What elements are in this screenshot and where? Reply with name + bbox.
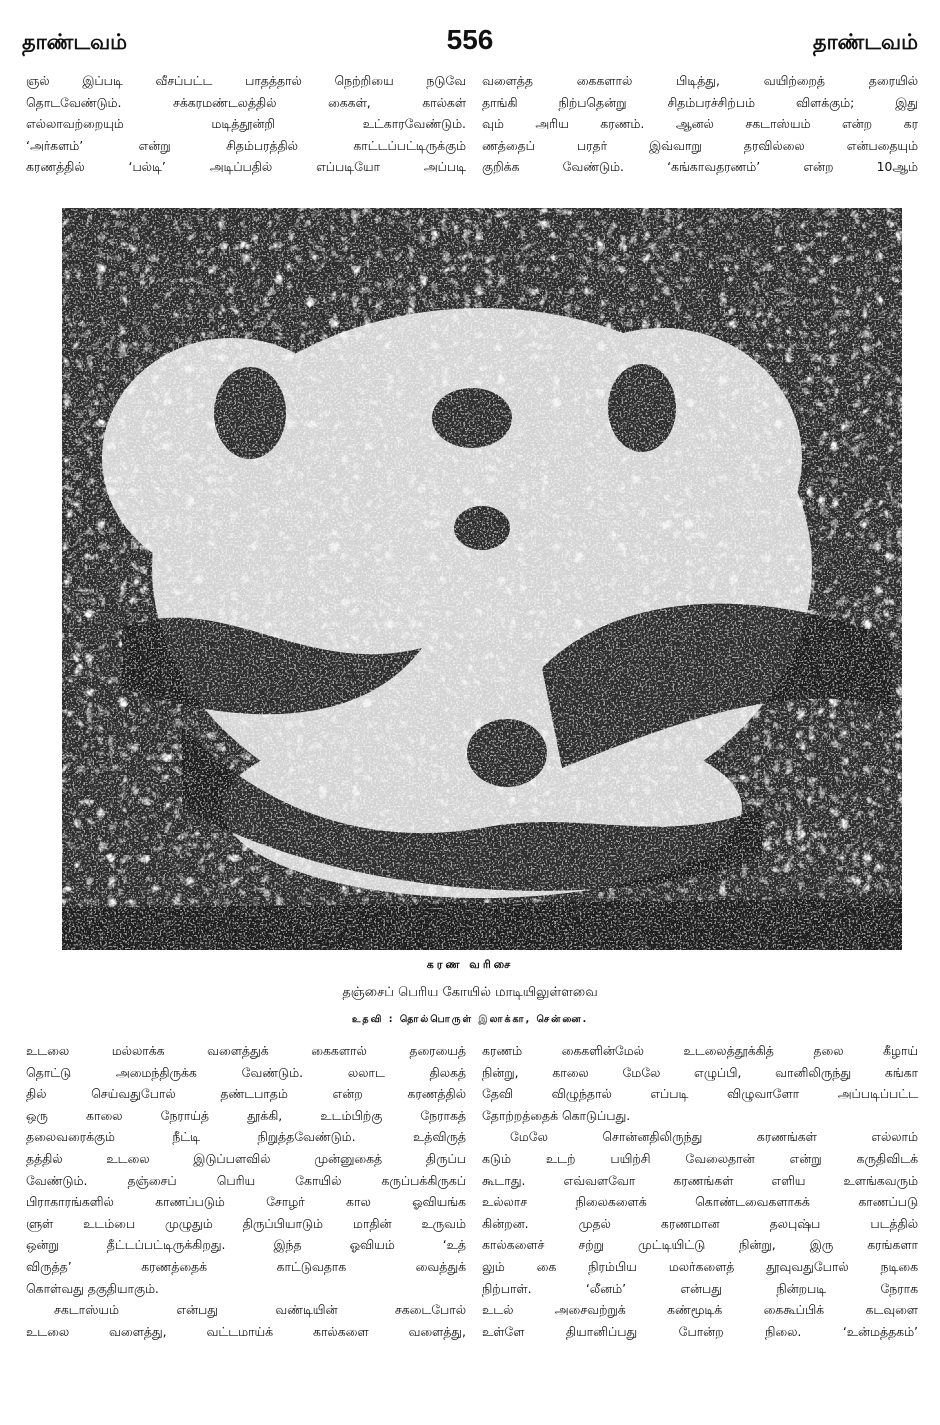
text-line: ‘அர்களம்’ என்று சிதம்பரத்தில் காட்டப்பட்டிருக்கும் [26,137,466,153]
text-line: கரணத்தில் ‘பல்டி’ அடிப்பதில் எப்படியோ அப்படி [26,159,466,175]
text-line: உள்ளே தியானிப்பது போன்ற நிலை. ‘உன்மத்தகம்’ [482,1323,918,1339]
text-line: வேண்டும். தஞ்சைப் பெரிய கோயில் கருப்பக்கிருகப் [26,1172,466,1188]
figure-credit: உதவி : தொல்பொருள் இலாக்கா, சென்னை. [351,1014,589,1025]
sculpture-relief-image [62,208,902,950]
header-right-title: தாண்டவம் [812,30,918,54]
text-line: ஒன்று தீட்டப்பட்டிருக்கிறது. இந்த ஓவியம் ‘உத் [26,1237,466,1253]
bottom-right-paragraph-2 [482,1148,918,1342]
text-line: எல்லாவற்றையும் மடித்தூன்றி உட்காரவேண்டும். [26,116,466,132]
text-line: கொள்வது தகுதியாகும். [26,1280,159,1296]
text-line: வும் அரிய கரணம். ஆனல் சகடாஸ்யம் என்ற கர [482,116,918,132]
bottom-left-paragraph-2 [26,1299,466,1321]
bottom-right-paragraph-1 [482,1040,918,1126]
text-line: உடலை மல்லாக்க வளைத்துக் கைகளால் தரையைத் [26,1043,466,1058]
text-line: சகடாஸ்யம் என்பது வண்டியின் சகடைபோல் [54,1302,466,1318]
top-right-paragraph [482,70,918,178]
text-line: ஒரு காலை நேராய்த் தூக்கி, உடம்பிற்கு நேராகத் [26,1107,466,1123]
figure-label: கரண வரிசை [426,958,514,971]
text-line: உல்லாச நிலைகளைக் கொண்டவைகளாகக் காணப்படு [482,1194,918,1210]
text-line: உடலை வளைத்து, வட்டமாய்க் கால்களை வளைத்து, [26,1323,466,1339]
text-line: தத்தில் உடலை இடுப்பளவில் முன்னுகைத் திருப்ப [26,1150,466,1166]
text-line: தோற்றத்தைக் கொடுப்பது. [482,1107,631,1123]
text-line: தொட்டு அமைந்திருக்க வேண்டும். லலாட திலகத் [26,1064,466,1080]
text-line: தில் செய்வதுபோல் தண்டபாதம் என்ற கரணத்தில் [26,1086,466,1102]
text-line: கூடாது. எவ்வளவோ கரணங்கள் எளிய உளங்கவரும் [482,1172,918,1188]
page-number: 556 [446,24,494,55]
header-left-title: தாண்டவம் [22,30,128,54]
text-line: உடல் அசைவற்றுக் கண்மூடிக் கைகூப்பிக் கடவுளை [482,1302,918,1318]
bottom-left-paragraph-1 [26,1040,466,1299]
text-line: தேவி விழுந்தால் எப்படி விழுவாளோ அப்படிப்பட்ட [482,1086,918,1102]
bottom-right-paragraph-2-first [482,1126,918,1148]
top-right-column [482,70,918,178]
top-left-column [26,70,466,178]
text-line: நின்று, காலை மேலே எழுப்பி, வானிலிருந்து கங்கா [482,1064,918,1080]
top-left-paragraph [26,70,466,178]
text-line: ஞல் இப்படி வீசப்பட்ட பாதத்தால் நெற்றியை நடுவே [26,73,466,88]
bottom-right-column [482,1040,918,1342]
text-line: நிற்பாள். ‘லீனம்’ என்பது நின்றபடி நேராக [482,1280,918,1296]
text-line: விருத்த’ கரணத்தைக் காட்டுவதாக வைத்துக் [26,1258,466,1274]
text-line: தொடவேண்டும். சக்கரமண்டலத்தில் கைகள், கால்கள் [26,94,466,110]
running-header [22,24,918,60]
text-line: பிராகாரங்களில் காணப்படும் சோழர் கால ஓவியங்க [26,1194,466,1210]
text-line: மேலே சொன்னதிலிருந்து கரணங்கள் எல்லாம் [510,1129,918,1145]
bottom-left-column [26,1040,466,1342]
figure-title: தஞ்சைப் பெரிய கோயில் மாடியிலுள்ளவை [342,985,598,1000]
text-line: தாங்கி நிற்பதென்று சிதம்பரச்சிற்பம் விளக்கும்; இது [482,94,918,110]
text-line: ளுள் உடம்பை முழுதும் திருப்பியாடும் மாதின் உருவம் [26,1215,466,1231]
text-line: ணத்தைப் பரதர் இவ்வாறு தரவில்லை என்பதையும் [482,137,918,153]
text-line: வளைத்த கைகளால் பிடித்து, வயிற்றைத் தரையில் [482,73,918,88]
text-line: கின்றன. முதல் கரணமான தலபுஷ்ப படத்தில் [482,1215,918,1231]
bottom-left-paragraph-2-cont [26,1321,466,1343]
sculpture-photograph [62,208,902,950]
text-line: கடும் உடற் பயிற்சி வேலைதான் என்று கருதிவிடக் [482,1150,918,1166]
text-line: குறிக்க வேண்டும். ‘கங்காவதரணம்’ என்ற 10ஆம் [482,159,918,175]
text-line: கரணம் கைகளின்மேல் உடலைத்தூக்கித் தலை கீழாய் [482,1043,918,1058]
text-line: லும் கை நிரம்பிய மலர்களைத் தூவுவதுபோல் நடிகை [482,1258,918,1274]
text-line: தலைவரைக்கும் நீட்டி நிறுத்தவேண்டும். உத்விருத் [26,1129,466,1145]
text-line: கால்களைச் சற்று முட்டியிட்டு நின்று, இரு கரங்களா [482,1237,918,1253]
